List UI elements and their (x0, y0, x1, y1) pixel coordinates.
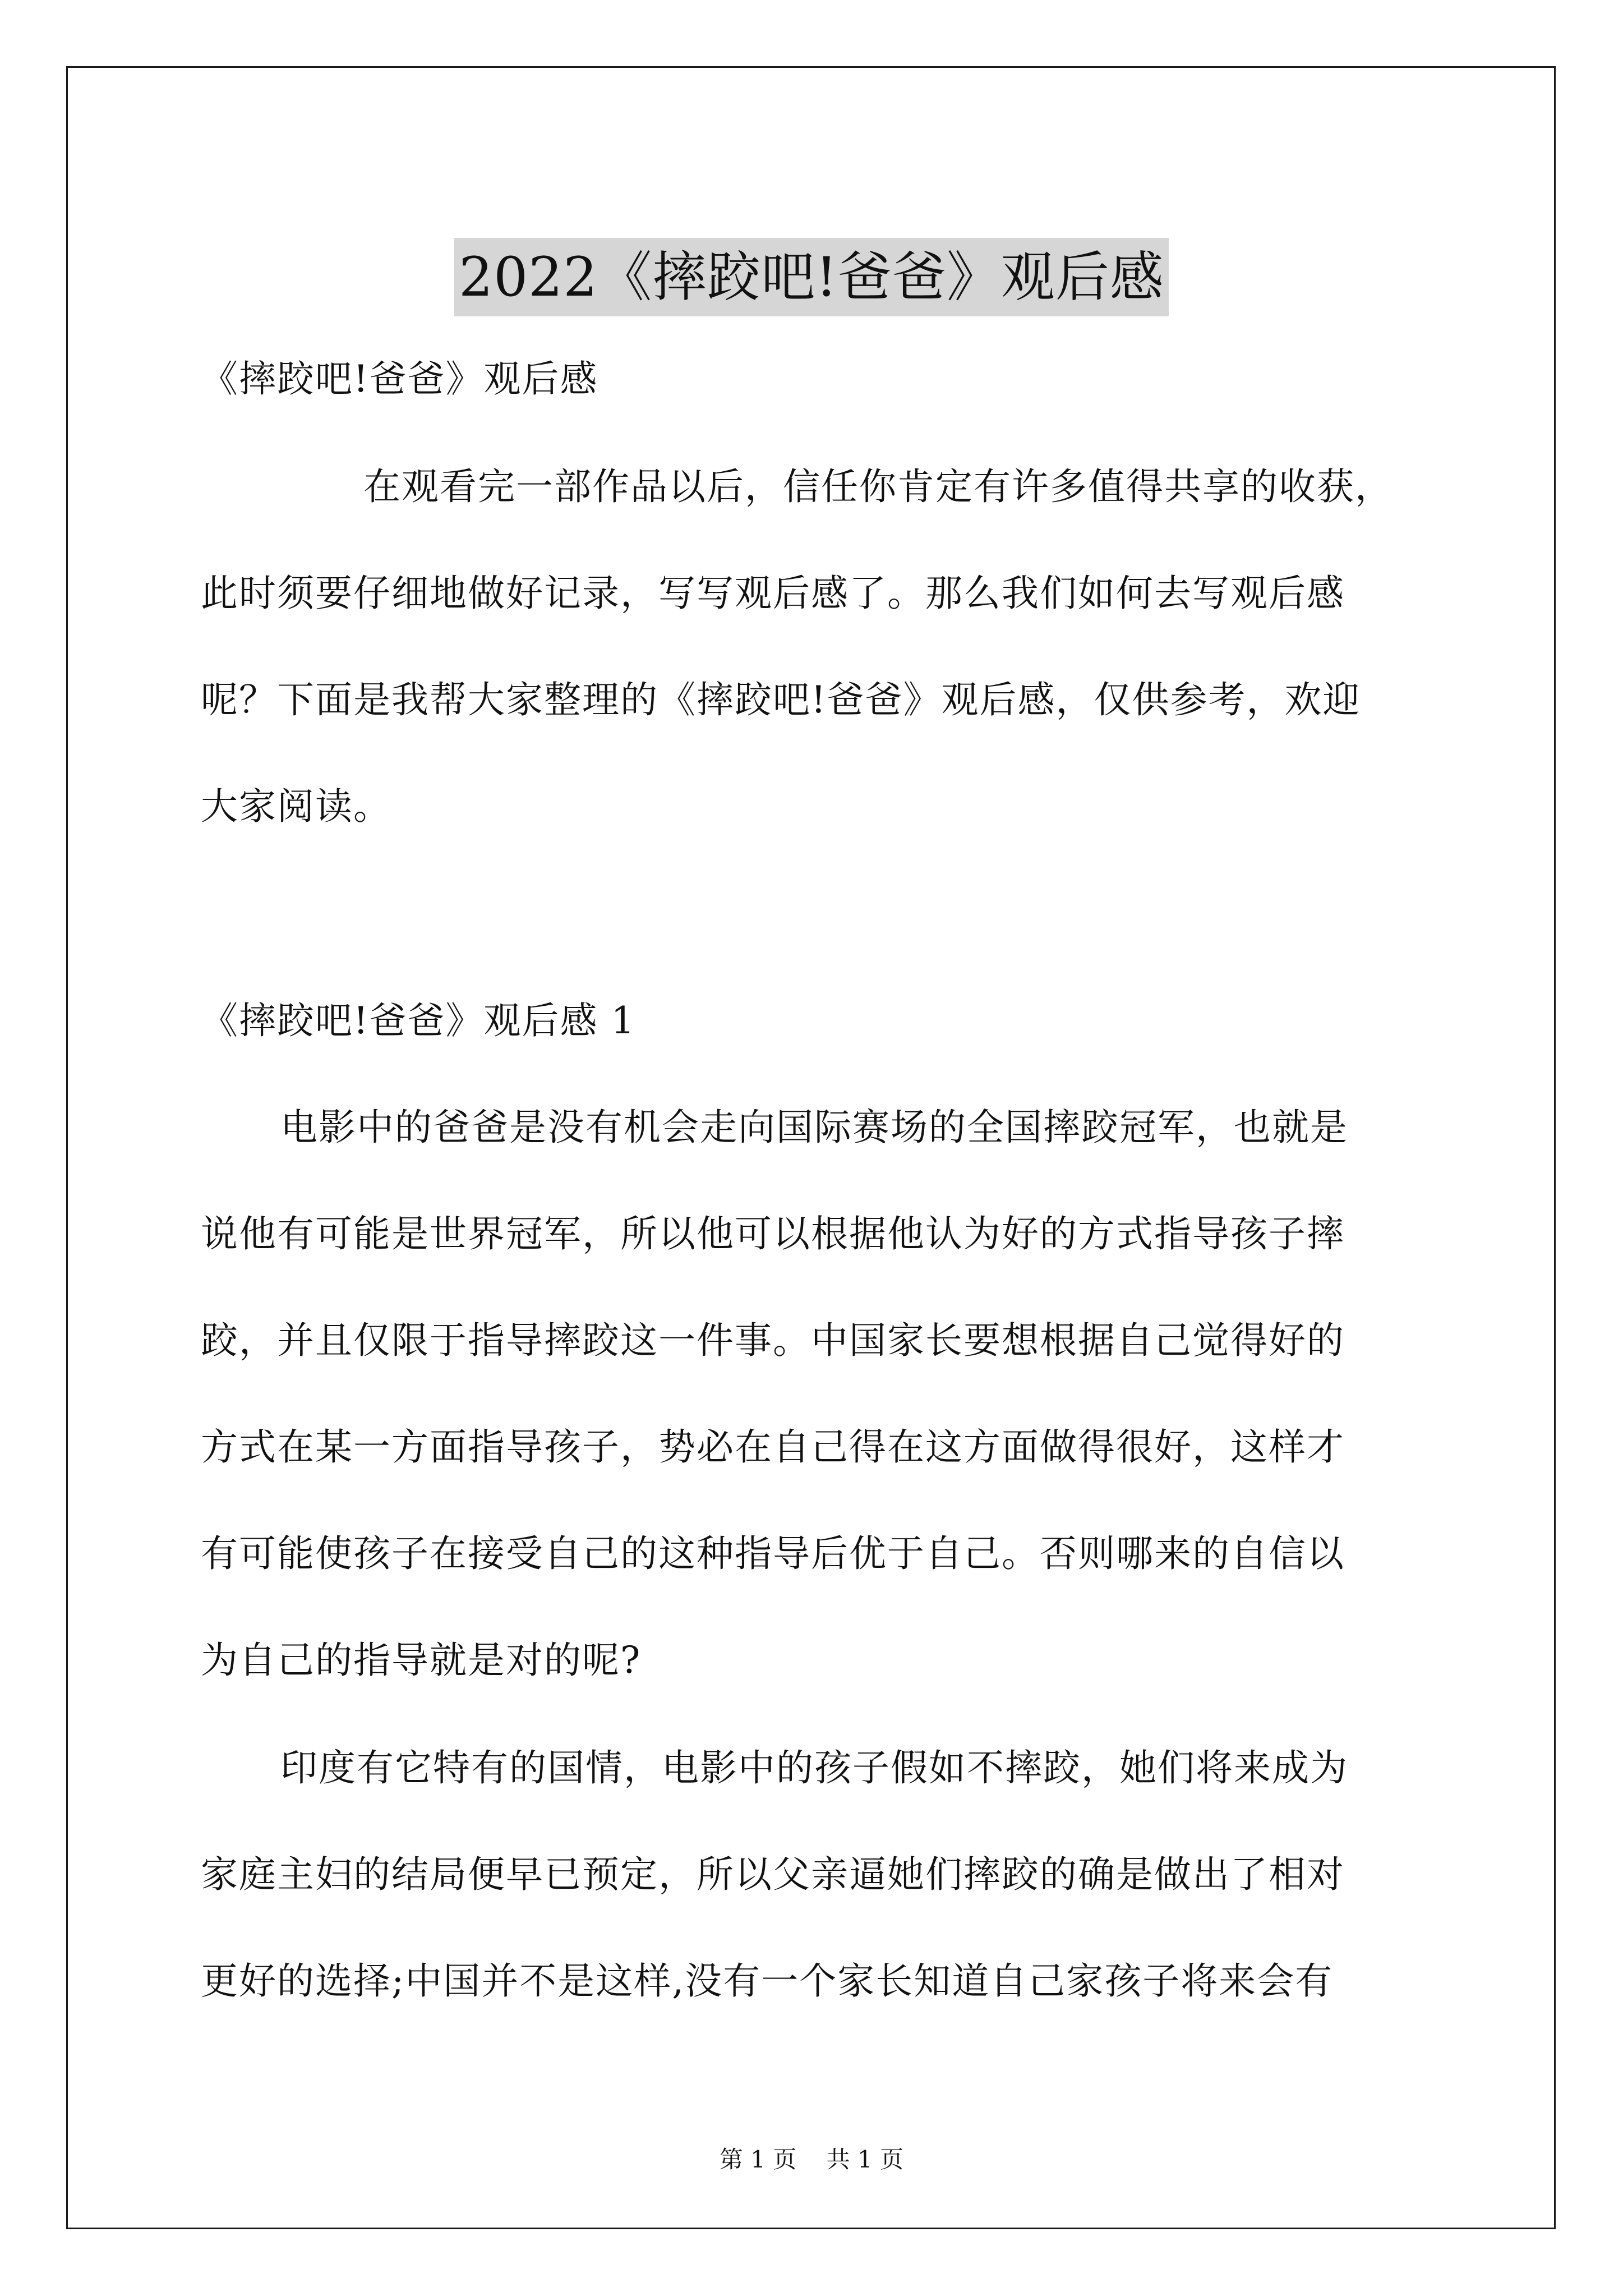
paragraph-line: 跤，并且仅限于指导摔跤这一件事。中国家长要想根据自己觉得好的 (201, 1319, 1345, 1362)
paragraph-line: 呢？下面是我帮大家整理的《摔跤吧!爸爸》观后感，仅供参考，欢迎 (201, 678, 1361, 721)
paragraph-line: 此时须要仔细地做好记录，写写观后感了。那么我们如何去写观后感 (201, 572, 1345, 615)
paragraph-line: 大家阅读。 (201, 785, 391, 828)
paragraph-line: 更好的选择;中国并不是这样,没有一个家长知道自己家孩子将来会有 (201, 1959, 1334, 2003)
paragraph-line: 方式在某一方面指导孩子，势必在自己得在这方面做得很好，这样才 (201, 1425, 1345, 1469)
title-container (0, 202, 1623, 353)
section-heading: 《摔跤吧!爸爸》观后感 (201, 357, 598, 401)
paragraph-line: 有可能使孩子在接受自己的这种指导后优于自己。否则哪来的自信以 (201, 1532, 1345, 1575)
page-number: 第 1 页 (719, 2146, 797, 2173)
paragraph-line: 印度有它特有的国情，电影中的孩子假如不摔跤，她们将来成为 (280, 1746, 1348, 1789)
page-footer (0, 2143, 1623, 2177)
paragraph-line: 为自己的指导就是对的呢? (201, 1639, 642, 1682)
paragraph-line: 电影中的爸爸是没有机会走向国际赛场的全国摔跤冠军，也就是 (280, 1106, 1348, 1149)
page-total: 共 1 页 (826, 2146, 904, 2173)
section-heading: 《摔跤吧!爸爸》观后感 1 (201, 999, 636, 1042)
paragraph-line: 家庭主妇的结局便早已预定，所以父亲逼她们摔跤的确是做出了相对 (201, 1853, 1345, 1896)
paragraph-line: 在观看完一部作品以后，信任你肯定有许多值得共享的收获， (363, 465, 1393, 508)
paragraph-line: 说他有可能是世界冠军，所以他可以根据他认为好的方式指导孩子摔 (201, 1212, 1345, 1255)
document-title: 2022《摔跤吧!爸爸》观后感 (454, 238, 1169, 316)
